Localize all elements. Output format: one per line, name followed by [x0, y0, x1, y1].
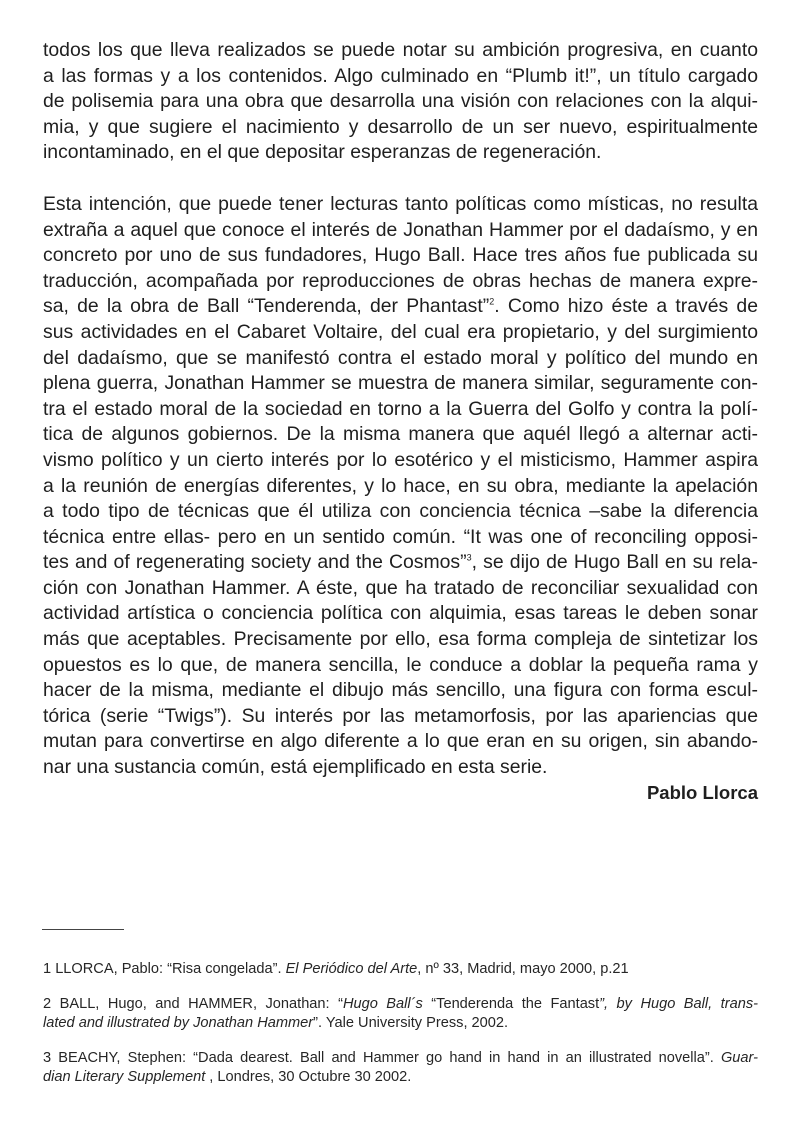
- footnote-italic: dian Literary Supplement: [43, 1069, 206, 1085]
- footnote-number: 3: [43, 1050, 52, 1066]
- paragraph-2: [43, 192, 758, 781]
- footnote-line: [43, 1068, 758, 1087]
- footnote-line: [43, 995, 758, 1014]
- text-line: de polisemia para una obra que desarrolla una visión con relaciones con la alqui-: [43, 90, 758, 113]
- text-line: opuestos es lo que, de manera sencilla, le conduce a doblar la pequeña rama y: [43, 653, 758, 676]
- text-line: mutan para convertirse en algo diferente a lo que eran en su origen, sin abando-: [43, 730, 758, 753]
- text-line: vismo político y un cierto interés por lo esotérico y el misticismo, Hammer aspira: [43, 448, 758, 471]
- text-line: técnica entre ellas- pero en un sentido común. “It was one of reconciling opposi-: [43, 525, 758, 548]
- footnote-3: [43, 1049, 758, 1087]
- text-line: mia, y que sugiere el nacimiento y desarrollo de un ser nuevo, espiritualmente: [43, 115, 758, 138]
- text-line: [43, 294, 758, 320]
- text-line: plena guerra, Jonathan Hammer se muestra de manera similar, seguramente con-: [43, 372, 758, 395]
- footnote-italic: Hugo Ball´s: [342, 996, 423, 1012]
- text-line: del dadaísmo, que se manifestó contra el estado moral y político del mundo en: [43, 346, 758, 369]
- footnote-1: [43, 960, 758, 979]
- footnote-text: , Londres, 30 Octubre 30 2002.: [205, 1069, 412, 1085]
- footnote-text: LLORCA, Pablo: “Risa congelada”.: [55, 961, 286, 977]
- footnote-italic: lated and illustrated by Jonathan Hammer: [43, 1015, 314, 1031]
- footnote-ref-2: 2: [489, 296, 495, 307]
- text-line: nar una sustancia común, está ejemplificado en esta serie.: [43, 756, 548, 779]
- text-line: incontaminado, en el que depositar esperanzas de regeneración.: [43, 141, 602, 164]
- footnote-text: ”. Yale University Press, 2002.: [313, 1015, 509, 1031]
- text-line: tra el estado moral de la sociedad en torno a la Guerra del Golfo y contra la polí-: [43, 397, 758, 420]
- text-line: actividad artística o conciencia política con alquimia, esas tareas le deben sonar: [43, 602, 758, 625]
- text-fragment: . Como hizo éste a través de: [494, 295, 758, 318]
- footnote-italic: Guar-: [720, 1050, 758, 1066]
- text-line: tica de algunos gobiernos. De la misma manera que aquél llegó a alternar acti-: [43, 423, 758, 446]
- footnote-number: 1: [43, 961, 52, 977]
- text-line: extraña a aquel que conoce el interés de Jonathan Hammer por el dadaísmo, y en: [43, 218, 758, 241]
- text-line: a la reunión de energías diferentes, y lo hace, en su obra, mediante la apelación: [43, 474, 758, 497]
- text-line: concreto por uno de sus fundadores, Hugo Ball. Hace tres años fue publicada su: [43, 244, 758, 267]
- footnote-text: “Tenderenda the Fantast: [422, 996, 600, 1012]
- text-line: a las formas y a los contenidos. Algo culminado en “Plumb it!”, un título cargado: [43, 64, 758, 87]
- text-line: todos los que lleva realizados se puede notar su ambición progresiva, en cuanto: [43, 39, 758, 61]
- author-signature: Pablo Llorca: [646, 782, 758, 803]
- text-line: sus actividades en el Cabaret Voltaire, del cual era propietario, y del surgimiento: [43, 320, 758, 343]
- footnote-text: BEACHY, Stephen: “Dada dearest. Ball and Hammer go hand in hand in an illustrated novella”.: [58, 1050, 721, 1066]
- text-fragment: tes and of regenerating society and the Cosmos”: [43, 551, 467, 574]
- footnote-ref-3: 3: [466, 552, 472, 563]
- text-fragment: sa, de la obra de Ball “Tenderenda, der Phantast”: [43, 295, 490, 318]
- text-line: más que aceptables. Precisamente por ello, esa forma compleja de sintetizar los: [43, 628, 758, 651]
- footnote-number: 2: [43, 996, 52, 1012]
- footnote-2: [43, 995, 758, 1033]
- footnote-line: [43, 1014, 758, 1033]
- footnote-text: BALL, Hugo, and HAMMER, Jonathan: “: [59, 996, 343, 1012]
- article-body: [43, 38, 758, 781]
- footnote-italic: ”, by Hugo Ball, trans-: [599, 996, 758, 1012]
- text-line: Esta intención, que puede tener lecturas tanto políticas como místicas, no resulta: [43, 192, 758, 215]
- footnote-line: [43, 960, 758, 979]
- footnote-text: , nº 33, Madrid, mayo 2000, p.21: [417, 961, 629, 977]
- paragraph-1: [43, 38, 758, 166]
- text-line: hacer de la misma, mediante el dibujo más sencillo, una figura con forma escul-: [43, 679, 758, 702]
- footnotes: [43, 960, 758, 1103]
- footnote-divider: [42, 929, 124, 930]
- text-line: a todo tipo de técnicas que él utiliza con conciencia técnica –sabe la diferencia: [43, 500, 758, 523]
- footnote-line: [43, 1049, 758, 1068]
- footnote-italic: El Periódico del Arte: [285, 961, 418, 977]
- text-line: [43, 550, 758, 576]
- text-line: traducción, acompañada por reproducciones de obras hechas de manera expre-: [43, 269, 758, 292]
- text-fragment: , se dijo de Hugo Ball en su rela-: [471, 551, 758, 574]
- text-line: ción con Jonathan Hammer. A éste, que ha tratado de reconciliar sexualidad con: [43, 576, 758, 599]
- text-line: tórica (serie “Twigs”). Su interés por las metamorfosis, por las apariencias que: [43, 704, 758, 727]
